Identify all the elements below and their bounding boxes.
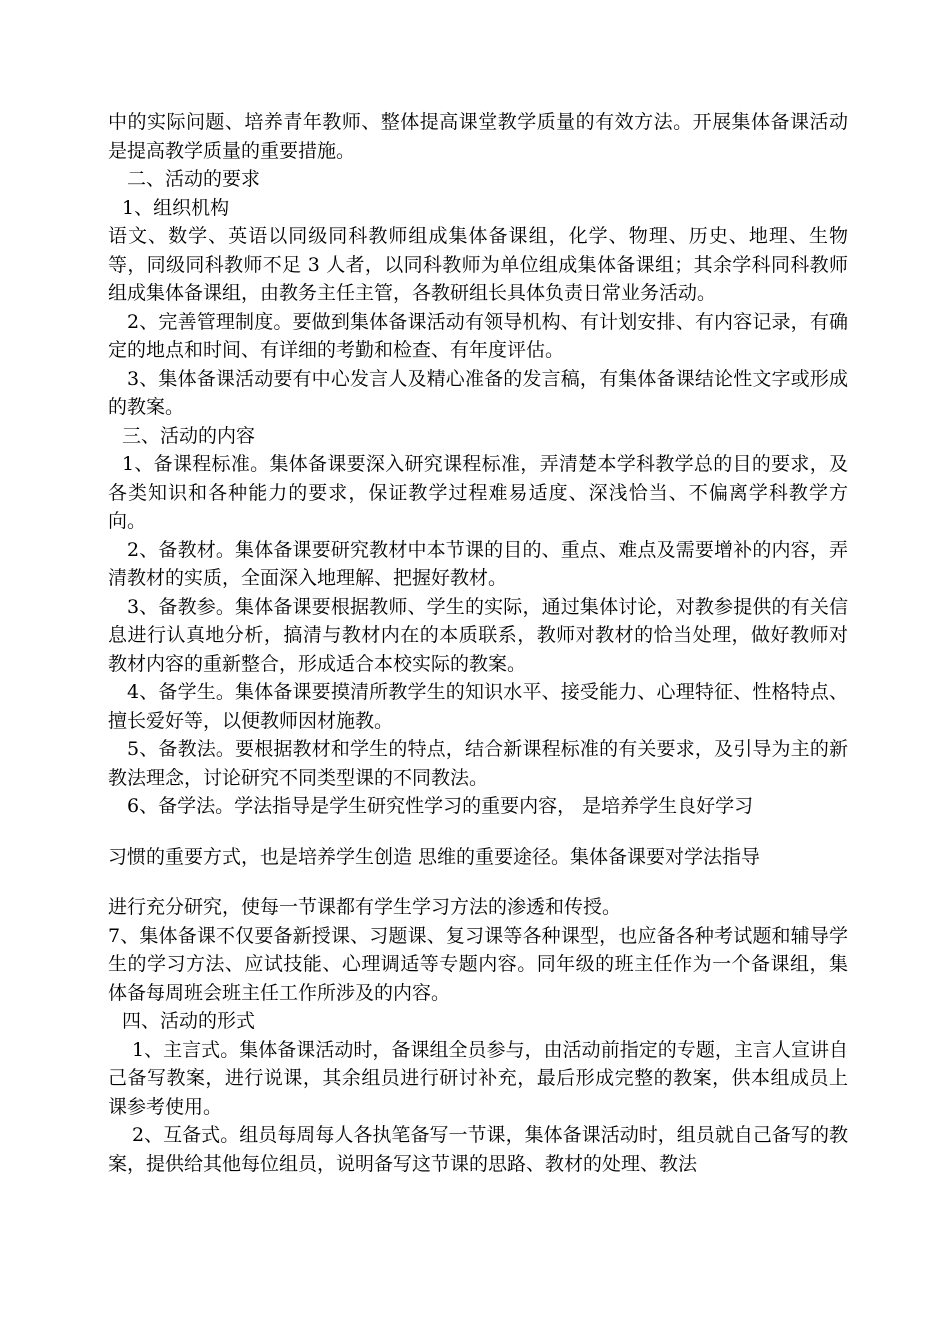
paragraph-organization: 语文、数学、英语以同级同科教师组成集体备课组，化学、物理、历史、地理、生物等，同级同科教师不足 3 人者，以同科教师为单位组成集体备课组；其余学科同科教师组成集体备课组，由教务主任主管，各教研组长具体负责日常业务活动。 <box>108 225 848 304</box>
paragraph-learning-method-1: 6、备学法。学法指导是学生研究性学习的重要内容， 是培养学生良好学习 <box>127 795 754 817</box>
paragraph-mutual-prep: 2、互备式。组员每周每人各执笔备写一节课，集体备课活动时，组员就自己备写的教案，提供给其他每位组员，说明备写这节课的思路、教材的处理、教法 <box>108 1124 848 1175</box>
heading-requirements: 二、活动的要求 <box>127 168 261 190</box>
paragraph-teaching-method: 5、备教法。要根据教材和学生的特点，结合新课程标准的有关要求，及引导为主的新教法理念，讨论研究不同类型课的不同教法。 <box>108 738 848 789</box>
paragraph-students: 4、备学生。集体备课要摸清所教学生的知识水平、接受能力、心理特征、性格特点、擅长爱好等，以便教师因材施教。 <box>108 681 848 732</box>
paragraph-intro: 中的实际问题、培养青年教师、整体提高课堂教学质量的有效方法。开展集体备课活动是提高教学质量的重要措施。 <box>108 111 848 162</box>
paragraph-learning-method-2: 习惯的重要方式，也是培养学生创造 思维的重要途径。集体备课要对学法指导 <box>108 845 761 868</box>
paragraph-speaker: 3、集体备课活动要有中心发言人及精心准备的发言稿，有集体备课结论性文字或形成的教案。 <box>108 367 848 418</box>
paragraph-curriculum: 1、备课程标准。集体备课要深入研究课程标准，弄清楚本学科教学总的目的要求，及各类知识和各种能力的要求，保证教学过程难易适度、深浅恰当、不偏离学科教学方向。 <box>108 453 848 532</box>
paragraph-management: 2、完善管理制度。要做到集体备课活动有领导机构、有计划安排、有内容记录，有确定的地点和时间、有详细的考勤和检查、有年度评估。 <box>108 310 848 361</box>
subheading-organization: 1、组织机构 <box>122 196 230 219</box>
heading-format: 四、活动的形式 <box>122 1010 256 1032</box>
paragraph-main-speaker: 1、主言式。集体备课活动时，备课组全员参与，由活动前指定的专题，主言人宣讲自己备写教案，进行说课，其余组员进行研讨补充，最后形成完整的教案，供本组成员上课参考使用。 <box>108 1038 848 1118</box>
heading-content: 三、活动的内容 <box>122 424 256 447</box>
paragraph-textbook: 2、备教材。集体备课要研究教材中本节课的目的、重点、难点及需要增补的内容，弄清教材的实质，全面深入地理解、把握好教材。 <box>108 538 848 589</box>
paragraph-lesson-types: 7、集体备课不仅要备新授课、习题课、复习课等各种课型，也应备各种考试题和辅导学生的学习方法、应试技能、心理调适等专题内容。同年级的班主任作为一个备课组，集体备每周班会班主任工作所涉及的内容。 <box>108 924 848 1004</box>
paragraph-learning-method-3: 进行充分研究，使每一节课都有学生学习方法的渗透和传授。 <box>108 896 622 918</box>
paragraph-reference: 3、备教参。集体备课要根据教师、学生的实际，通过集体讨论，对教参提供的有关信息进行认真地分析，搞清与教材内在的本质联系，教师对教材的恰当处理，做好教师对教材内容的重新整合，形成适合本校实际的教案。 <box>108 595 848 675</box>
document-page <box>108 108 848 1178</box>
